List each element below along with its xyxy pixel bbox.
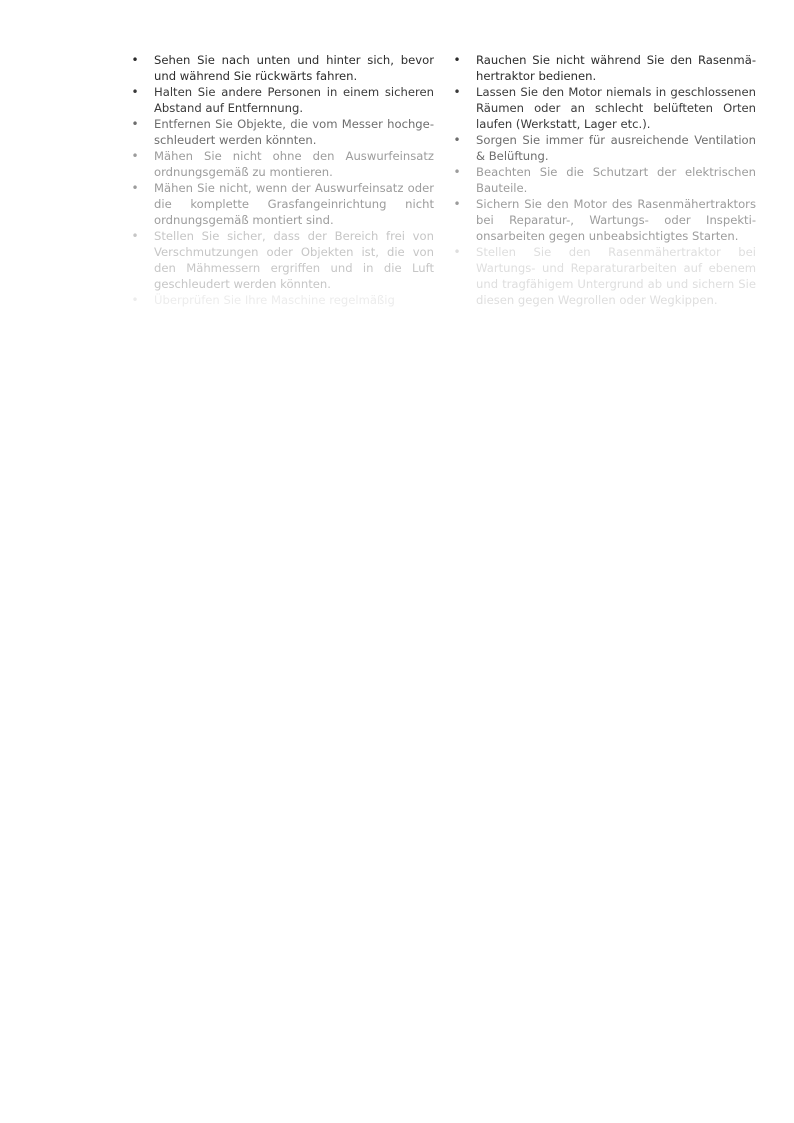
right-column-viewport xyxy=(442,52,762,311)
left-column-viewport xyxy=(120,52,440,311)
list-item: • Halten Sie andere Personen in einem sicheren Abstand auf Entfernnung. xyxy=(154,84,434,116)
list-item: • Stellen Sie den Rasenmähertraktor bei Wartungs- und Reparaturarbeiten auf ebenem und tragfähigem Untergrund ab und sichern Sie diesen gegen Wegrollen oder Wegkippen. xyxy=(476,244,756,308)
list-item: • Rauchen Sie nicht während Sie den Rasenmähertraktor bedienen. xyxy=(476,52,756,84)
list-item: • Lassen Sie den Motor niemals in geschlossenen Räumen oder an schlecht belüfteten Orten laufen (Werkstatt, Lager etc.). xyxy=(476,84,756,132)
list-item: • Sichern Sie den Motor des Rasenmähertraktors bei Reparatur-, Wartungs- oder Inspektionsarbeiten gegen unbeabsichtigtes Starten. xyxy=(476,196,756,244)
list-item: • Mähen Sie nicht, wenn der Auswurfeinsatz oder die komplette Grasfangeinrichtung nicht ordnungsgemäß montiert sind. xyxy=(154,180,434,228)
list-item: • Beachten Sie die Schutzart der elektrischen Bauteile. xyxy=(476,164,756,196)
list-item: • Sorgen Sie immer für ausreichende Ventilation & Belüftung. xyxy=(476,132,756,164)
list-item: • Mähen Sie nicht ohne den Auswurfeinsatz ordnungsgemäß zu montieren. xyxy=(154,148,434,180)
list-item: • Stellen Sie sicher, dass der Bereich frei von Verschmutzungen oder Objekten ist, die von den Mähmessern ergriffen und in die Luft geschleudert werden könnten. xyxy=(154,228,434,292)
list-item: • Überprüfen Sie Ihre Maschine regelmäßig xyxy=(154,292,434,308)
list-item: • Entfernen Sie Objekte, die vom Messer hochgeschleudert werden könnten. xyxy=(154,116,434,148)
list-item: • Sehen Sie nach unten und hinter sich, bevor und während Sie rückwärts fahren. xyxy=(154,52,434,84)
left-safety-list xyxy=(154,52,434,308)
right-safety-list xyxy=(476,52,756,308)
